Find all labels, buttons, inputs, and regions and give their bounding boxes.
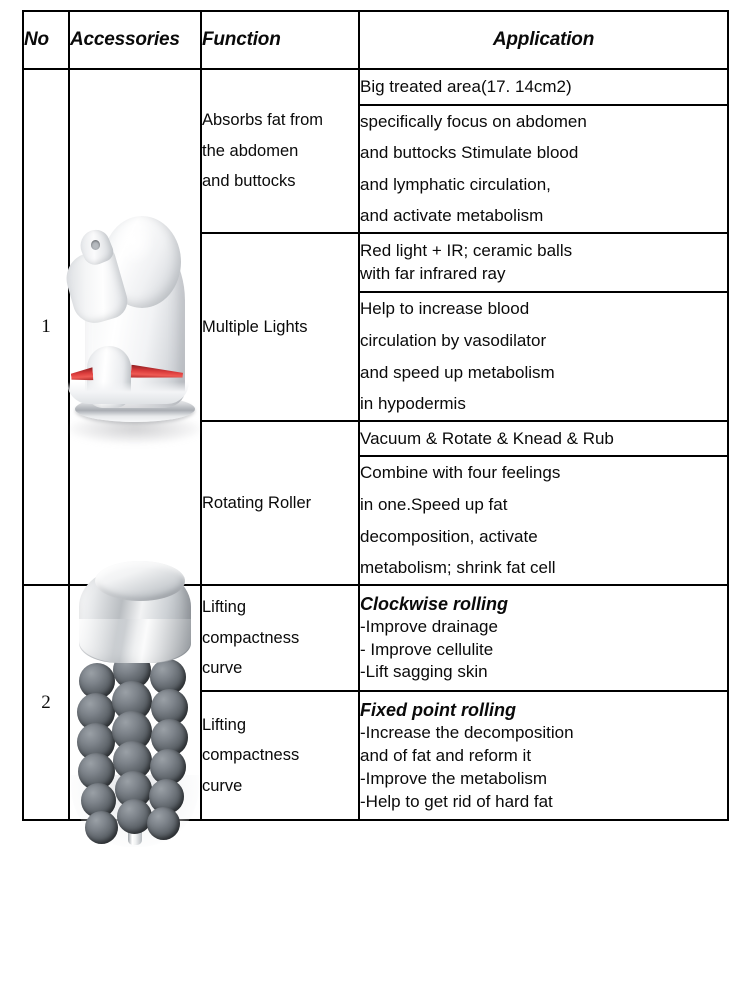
ceramic-ball-roller-image (65, 559, 205, 847)
handpiece-hook (76, 226, 117, 269)
accessories-spec-table (22, 10, 729, 821)
application-line: - Improve cellulite (360, 639, 494, 659)
function-line: Lifting (202, 598, 247, 617)
function-line: and buttocks (202, 172, 296, 191)
application-line: decomposition, activate (360, 526, 538, 546)
table-row (23, 585, 728, 691)
roller-ball-array (65, 559, 205, 847)
application-line: Help to increase blood (360, 299, 530, 319)
application-vacuum-rotate-knead-rub (359, 421, 728, 457)
row-number-2: 2 (23, 585, 69, 821)
ceramic-ball (112, 711, 152, 751)
application-line: specifically focus on abdomen (360, 111, 587, 131)
ceramic-ball (113, 741, 152, 780)
application-line: metabolism; shrink fat cell (360, 558, 556, 578)
header-application: Application (359, 11, 728, 69)
application-fixed-point-rolling (359, 691, 728, 820)
row-number-1: 1 (23, 69, 69, 585)
ceramic-ball (85, 811, 118, 844)
function-line: curve (202, 777, 243, 796)
application-line: and activate metabolism (360, 206, 544, 226)
application-line: and of fat and reform it (360, 746, 532, 766)
roller-shaft (128, 655, 142, 845)
ceramic-ball (77, 723, 115, 761)
application-line: and buttocks Stimulate blood (360, 143, 579, 163)
function-line: Absorbs fat from (202, 110, 324, 129)
vacuum-handpiece-image (59, 200, 211, 454)
accessory-image-handpiece (69, 69, 201, 585)
application-four-feelings (359, 456, 728, 584)
function-lifting-compactness-2 (201, 691, 359, 820)
application-line: -Help to get rid of hard fat (360, 791, 553, 811)
application-line: Big treated area(17. 14cm2) (360, 77, 572, 96)
function-line: Lifting (202, 715, 247, 734)
application-line: and lymphatic circulation, (360, 174, 551, 194)
ceramic-ball (117, 799, 152, 834)
ceramic-ball (150, 749, 186, 785)
ceramic-ball (151, 719, 188, 756)
application-line: in hypodermis (360, 394, 466, 414)
function-line: curve (202, 659, 243, 678)
application-line: Combine with four feelings (360, 463, 561, 483)
ceramic-ball (78, 753, 115, 790)
application-line: Red light + IR; ceramic balls (360, 240, 573, 260)
function-line: Rotating Roller (202, 493, 312, 512)
handpiece-neck (60, 246, 131, 328)
handpiece-head (103, 216, 181, 308)
application-title: Fixed point rolling (360, 700, 516, 721)
red-light-slot-right (131, 365, 184, 381)
application-line: -Lift sagging skin (360, 662, 488, 682)
function-rotating-roller (201, 421, 359, 585)
function-lifting-compactness-1 (201, 585, 359, 691)
ceramic-ball (150, 659, 186, 695)
handpiece-shadow (67, 414, 203, 444)
ceramic-ball (81, 783, 116, 818)
ceramic-ball (113, 651, 151, 689)
handpiece-chrome-base (75, 396, 195, 422)
function-multiple-lights (201, 233, 359, 421)
function-line: compactness (202, 746, 300, 765)
roller-cap-lip (79, 619, 191, 663)
ceramic-ball (115, 771, 152, 808)
ceramic-ball (147, 807, 180, 840)
ceramic-ball (151, 689, 188, 726)
header-no: No (23, 11, 69, 69)
application-line: Vacuum & Rotate & Knead & Rub (360, 428, 614, 448)
table-header-row (23, 11, 728, 69)
application-title: Clockwise rolling (360, 593, 509, 614)
handpiece-lip (67, 382, 189, 404)
handpiece-lobe (87, 346, 131, 408)
roller-halo (71, 775, 199, 847)
function-line: Multiple Lights (202, 317, 308, 336)
accessory-image-ball-roller (69, 585, 201, 821)
ceramic-ball (149, 779, 184, 814)
application-line: -Improve the metabolism (360, 768, 548, 788)
application-red-light-ir (359, 233, 728, 293)
function-line: compactness (202, 628, 300, 647)
table-row (23, 69, 728, 105)
red-light-slot-left (71, 367, 94, 382)
application-line: with far infrared ray (360, 263, 506, 283)
ceramic-ball (77, 693, 115, 731)
ceramic-ball (112, 681, 152, 721)
application-clockwise-rolling (359, 585, 728, 691)
function-line: the abdomen (202, 141, 299, 160)
function-absorbs-fat (201, 69, 359, 233)
application-focus-abdomen (359, 105, 728, 233)
ceramic-ball (79, 663, 115, 699)
application-line: circulation by vasodilator (360, 331, 547, 351)
header-function: Function (201, 11, 359, 69)
application-line: in one.Speed up fat (360, 495, 508, 515)
header-accessories: Accessories (69, 11, 201, 69)
application-line: -Improve drainage (360, 616, 498, 636)
application-line: -Increase the decomposition (360, 723, 574, 743)
application-line: and speed up metabolism (360, 362, 555, 382)
handpiece-body (85, 230, 185, 408)
application-big-treated-area (359, 69, 728, 105)
handpiece-hook-hole (91, 240, 100, 250)
application-increase-blood-circulation (359, 292, 728, 420)
